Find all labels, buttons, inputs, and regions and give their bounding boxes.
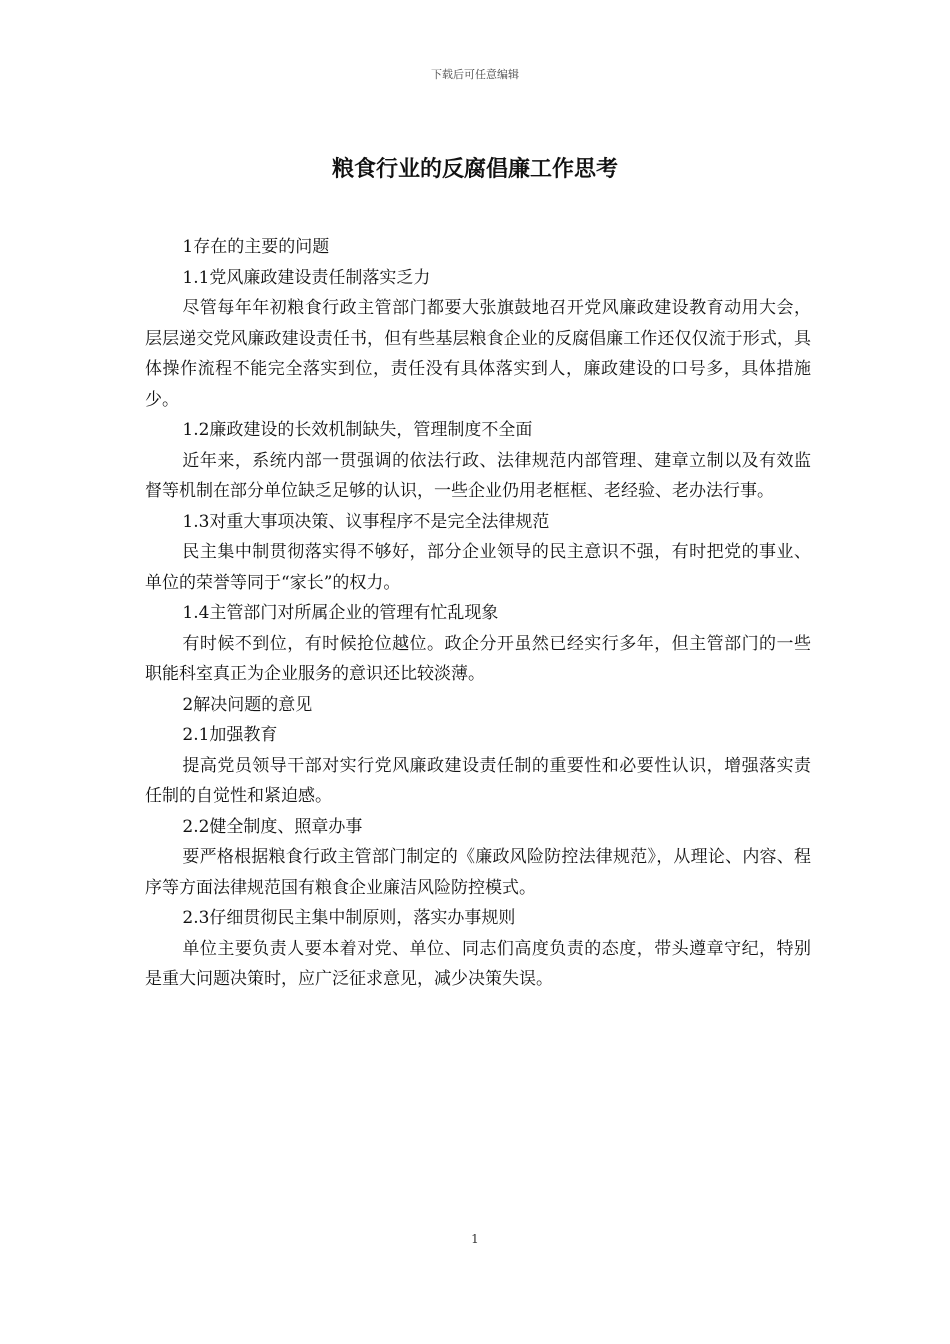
paragraph-2-2: 要严格根据粮食行政主管部门制定的《廉政风险防控法律规范》，从理论、内容、程序等方面法律规范国有粮食企业廉洁风险防控模式。: [145, 847, 811, 898]
subsection-heading-1-2: 1.2廉政建设的长效机制缺失，管理制度不全面: [182, 420, 533, 440]
paragraph-2-3: 单位主要负责人要本着对党、单位、同志们高度负责的态度，带头遵章守纪，特别是重大问题决策时，应广泛征求意见，减少决策失误。: [145, 938, 811, 989]
paragraph-1-1: 尽管每年年初粮食行政主管部门都要大张旗鼓地召开党风廉政建设教育动用大会，层层递交党风廉政建设责任书，但有些基层粮食企业的反腐倡廉工作还仅仅流于形式，具体操作流程不能完全落实到位，责任没有具体落实到人，廉政建设的口号多，具体措施少。: [145, 298, 811, 410]
subsection-heading-1-4: 1.4主管部门对所属企业的管理有忙乱现象: [182, 603, 499, 623]
subsection-heading-2-3: 2.3仔细贯彻民主集中制原则，落实办事规则: [182, 908, 516, 928]
paragraph-2-1: 提高党员领导干部对实行党风廉政建设责任制的重要性和必要性认识，增强落实责任制的自觉性和紧迫感。: [145, 755, 811, 806]
subsection-heading-2-1: 2.1加强教育: [182, 725, 278, 745]
page-number: 1: [471, 1232, 479, 1246]
paragraph-1-3: 民主集中制贯彻落实得不够好，部分企业领导的民主意识不强，有时把党的事业、单位的荣誉等同于“家长”的权力。: [145, 542, 811, 593]
paragraph-1-4: 有时候不到位，有时候抢位越位。政企分开虽然已经实行多年，但主管部门的一些职能科室真正为企业服务的意识还比较淡薄。: [145, 633, 811, 684]
section-heading-1: 1存在的主要的问题: [182, 237, 330, 257]
subsection-heading-1-1: 1.1党风廉政建设责任制落实乏力: [182, 267, 431, 288]
header-note: 下载后可任意编辑: [431, 68, 519, 81]
document-body: [145, 232, 811, 995]
subsection-heading-2-2: 2.2健全制度、照章办事: [182, 816, 363, 837]
paragraph-1-2: 近年来，系统内部一贯强调的依法行政、法律规范内部管理、建章立制以及有效监督等机制在部分单位缺乏足够的认识，一些企业仍用老框框、老经验、老办法行事。: [145, 450, 811, 501]
subsection-heading-1-3: 1.3对重大事项决策、议事程序不是完全法律规范: [182, 511, 550, 532]
document-title: 粮食行业的反腐倡廉工作思考: [331, 157, 618, 182]
section-heading-2: 2解决问题的意见: [182, 694, 313, 715]
